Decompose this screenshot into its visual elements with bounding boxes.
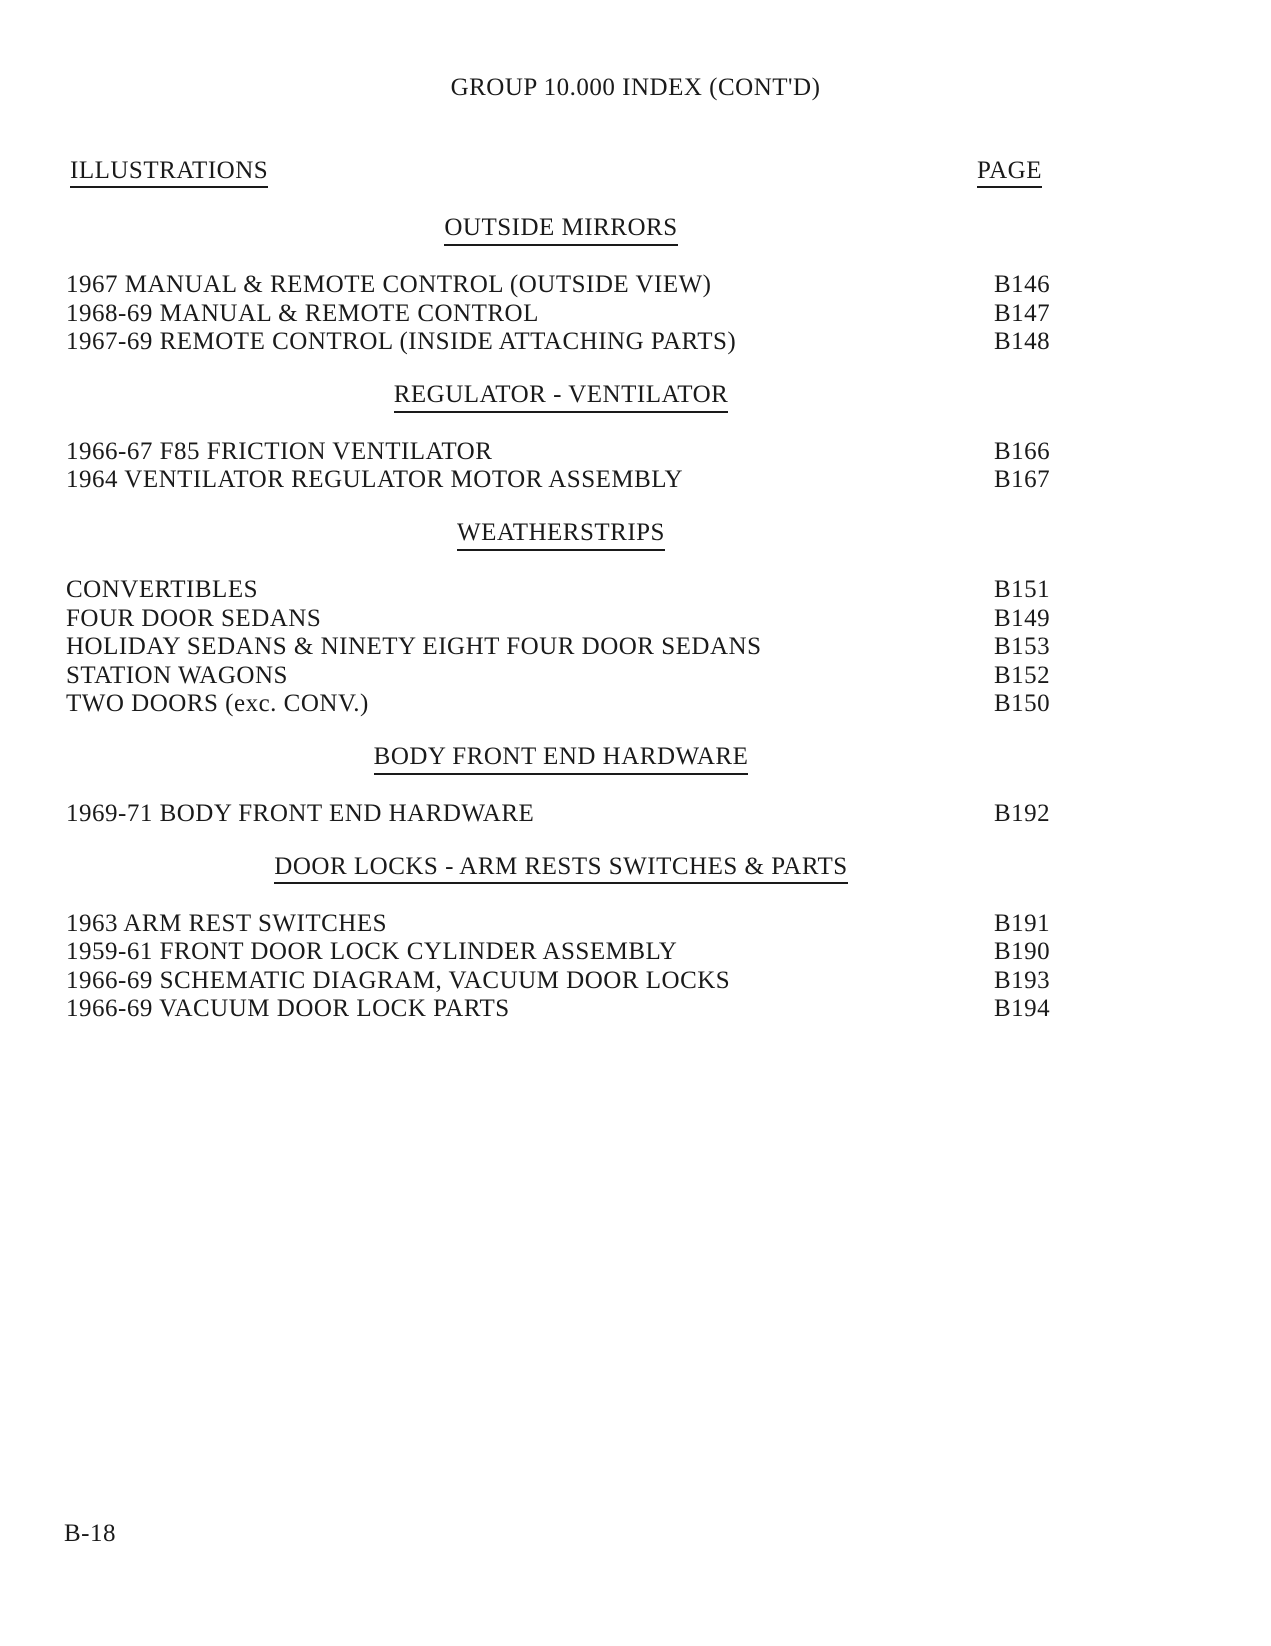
entry-page: B146: [994, 271, 1051, 298]
entry-page: B149: [994, 604, 1051, 632]
entry-page: B147: [994, 299, 1051, 327]
index-entry: [66, 576, 1056, 605]
index-entry: [66, 605, 1056, 634]
index-entry: [66, 967, 1056, 996]
index-entry: [66, 300, 1056, 329]
page-title: GROUP 10.000 INDEX (CONT'D): [450, 74, 821, 101]
index-entry: [66, 328, 1056, 357]
entry-page: B191: [994, 909, 1051, 937]
illustrations-column-label: ILLUSTRATIONS: [70, 157, 268, 188]
entry-page: B148: [994, 328, 1051, 356]
entry-label: 1969-71 BODY FRONT END HARDWARE: [66, 799, 535, 827]
entry-label: STATION WAGONS: [66, 661, 288, 689]
entry-label: 1964 VENTILATOR REGULATOR MOTOR ASSEMBLY: [66, 466, 684, 494]
index-entry: [66, 466, 1056, 495]
entry-page: B190: [994, 938, 1051, 966]
entry-label: HOLIDAY SEDANS & NINETY EIGHT FOUR DOOR SEDANS: [66, 633, 762, 661]
index-entry: [66, 938, 1056, 967]
section-body-front-end-hardware: [66, 743, 1056, 829]
entry-label: CONVERTIBLES: [66, 575, 258, 603]
index-entry: [66, 271, 1056, 300]
section-heading: REGULATOR - VENTILATOR: [394, 381, 729, 413]
page-column-label: PAGE: [977, 157, 1042, 188]
index-entry: [66, 438, 1056, 467]
section-heading: DOOR LOCKS - ARM RESTS SWITCHES & PARTS: [274, 853, 847, 885]
entry-label: 1966-69 VACUUM DOOR LOCK PARTS: [66, 995, 510, 1023]
index-entry: [66, 995, 1056, 1024]
entry-label: 1966-69 SCHEMATIC DIAGRAM, VACUUM DOOR LOCKS: [66, 966, 731, 994]
index-entry: [66, 633, 1056, 662]
index-entry: [66, 910, 1056, 939]
entry-page: B151: [994, 575, 1051, 603]
index-content: [66, 214, 1056, 1024]
entry-label: 1963 ARM REST SWITCHES: [66, 909, 387, 937]
entry-page: B193: [994, 966, 1051, 994]
section-weatherstrips: [66, 519, 1056, 719]
entry-page: B166: [994, 437, 1051, 465]
entry-label: 1967 MANUAL & REMOTE CONTROL (OUTSIDE VIEW): [66, 271, 712, 298]
section-door-locks: [66, 853, 1056, 1024]
entry-page: B194: [994, 995, 1051, 1023]
entry-page: B167: [994, 466, 1051, 494]
section-heading: WEATHERSTRIPS: [457, 519, 665, 551]
entry-label: 1967-69 REMOTE CONTROL (INSIDE ATTACHING PARTS): [66, 328, 737, 356]
entry-page: B152: [994, 661, 1051, 689]
section-heading: OUTSIDE MIRRORS: [444, 214, 677, 246]
section-regulator-ventilator: [66, 381, 1056, 495]
entry-page: B150: [994, 690, 1051, 718]
entry-page: B192: [994, 799, 1051, 827]
section-heading: BODY FRONT END HARDWARE: [374, 743, 749, 775]
index-entry: [66, 690, 1056, 719]
entry-label: FOUR DOOR SEDANS: [66, 604, 322, 632]
entry-label: TWO DOORS (exc. CONV.): [66, 690, 369, 718]
entry-label: 1959-61 FRONT DOOR LOCK CYLINDER ASSEMBLY: [66, 938, 678, 966]
index-entry: [66, 800, 1056, 829]
entry-label: 1966-67 F85 FRICTION VENTILATOR: [66, 437, 493, 465]
entry-page: B153: [994, 633, 1051, 661]
index-entry: [66, 662, 1056, 691]
section-outside-mirrors: [66, 214, 1056, 357]
page-number: B-18: [64, 1520, 116, 1547]
entry-label: 1968-69 MANUAL & REMOTE CONTROL: [66, 299, 539, 327]
